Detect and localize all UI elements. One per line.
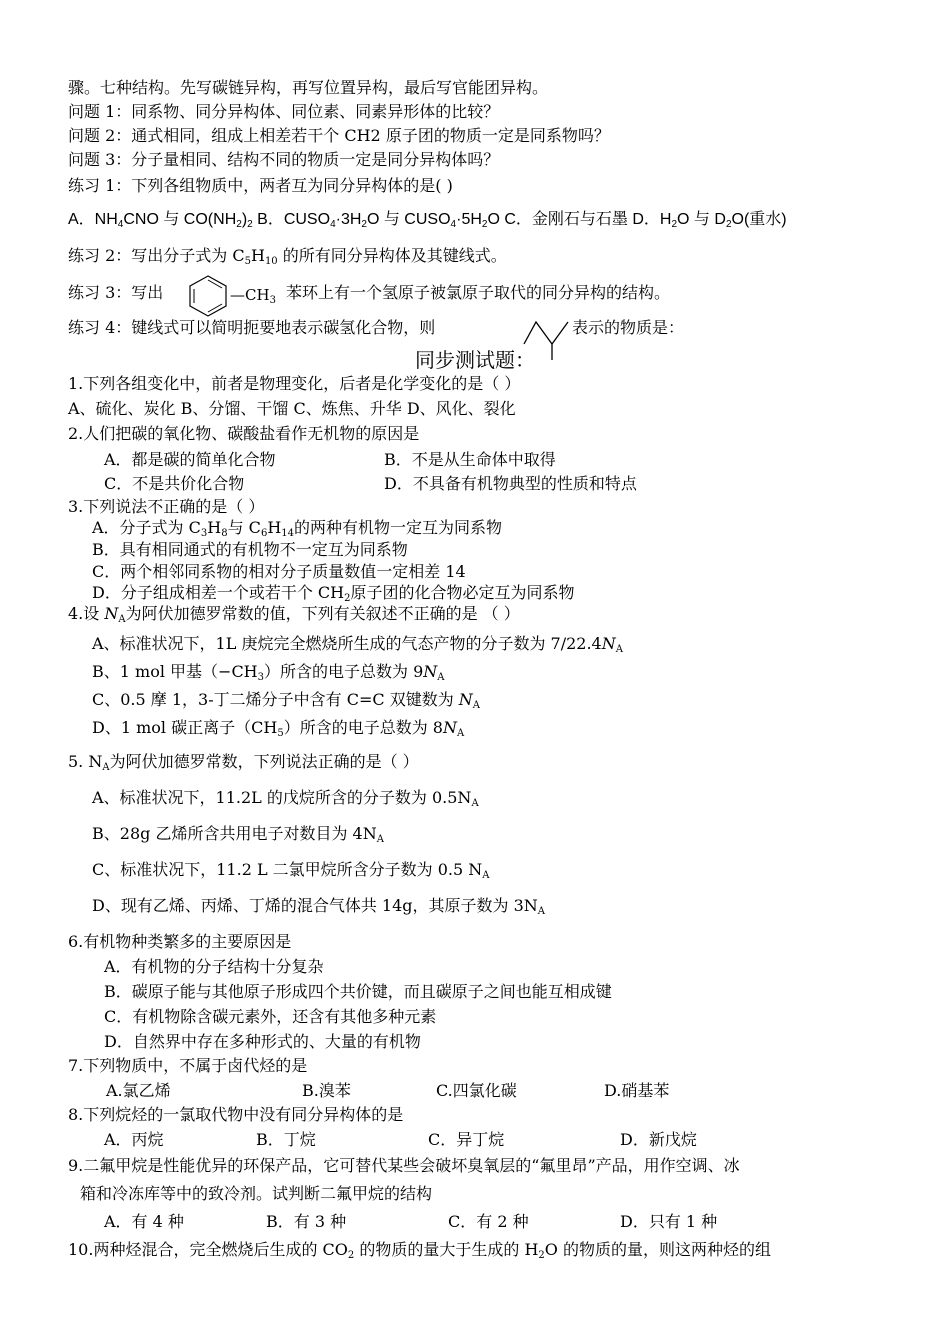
q7-option-d: D.硝基苯 (604, 1081, 670, 1100)
subscript: 8 (221, 528, 228, 539)
subscript: A (437, 672, 445, 683)
subscript: A (376, 834, 384, 845)
benzene-ring-icon (184, 273, 232, 317)
ex2-text: 的所有同分异构体及其键线式。 (277, 246, 507, 265)
q6-option-a: A．有机物的分子结构十分复杂 (104, 957, 324, 976)
q7-option-c: C.四氯化碳 (436, 1081, 517, 1100)
q3-text: A．分子式为 C (92, 518, 201, 537)
subscript: 5 (244, 256, 251, 267)
intro-line: 骤。七种结构。先写碳链异构，再写位置异构，最后写官能团异构。 (68, 78, 549, 97)
methyl-group-label (230, 285, 276, 311)
ex1-option-a: A．NH (68, 211, 118, 228)
q10-stem (68, 1240, 771, 1266)
q4-option-c (92, 690, 480, 716)
q3-text: 与 C (227, 518, 261, 537)
q7-option-b: B.溴苯 (302, 1081, 351, 1100)
q5-option-c (92, 860, 490, 886)
q10-text: O 的物质的量，则这两种烃的组 (544, 1240, 772, 1259)
section-title: 同步测试题： (415, 348, 535, 372)
ex1-text: O 与 CUSO (366, 211, 451, 228)
exercise-3-post: 苯环上有一个氢原子被氯原子取代的同分异构的结构。 (286, 283, 671, 302)
subscript: 3 (269, 295, 276, 306)
ex1-option-d: O 与 D (677, 211, 726, 228)
q5-option-b (92, 824, 384, 850)
q2-stem: 2.人们把碳的氧化物、碳酸盐看作无机物的原因是 (68, 424, 420, 443)
na-symbol: N (458, 690, 473, 709)
q3-stem: 3.下列说法不正确的是（ ） (68, 497, 265, 516)
q5-text: C、标准状况下，11.2 L 二氯甲烷所含分子数为 0.5 N (92, 860, 483, 879)
q5-text: B、28g 乙烯所含共用电子对数目为 4N (92, 824, 377, 843)
q5-option-d (92, 896, 545, 922)
q4-option-b (92, 662, 445, 688)
q9-stem-line-2: 箱和冷冻库等中的致冷剂。试判断二氟甲烷的结构 (80, 1184, 433, 1203)
subscript: 2 (725, 219, 732, 230)
q6-option-c: C．有机物除含碳元素外，还含有其他多种元素 (104, 1007, 437, 1026)
q4-text: C、0.5 摩 1，3-丁二烯分子中含有 C=C 双键数为 (92, 690, 459, 709)
q2-option-d: D．不具备有机物典型的性质和特点 (384, 474, 637, 493)
exercise-4-pre: 练习 4：键线式可以简明扼要地表示碳氢化合物，则 (68, 318, 436, 337)
q10-text: 10.两种烃混合，完全燃烧后生成的 CO (68, 1240, 348, 1259)
q6-option-b: B．碳原子能与其他原子形成四个共价键，而且碳原子之间也能互相成键 (104, 982, 612, 1001)
subscript: 2 (671, 219, 678, 230)
q9-option-a: A．有 4 种 (104, 1212, 184, 1231)
q8-option-b: B．丁烷 (256, 1130, 316, 1149)
q9-option-d: D．只有 1 种 (620, 1212, 718, 1231)
subscript: 4 (330, 219, 336, 230)
ex1-text: O(重水) (731, 211, 787, 228)
subscript: 10 (264, 256, 278, 267)
exercise-1-stem: 练习 1：下列各组物质中，两者互为同分异构体的是( ) (68, 176, 453, 195)
exercise-4-post: 表示的物质是： (572, 318, 685, 337)
subscript: 6 (260, 528, 268, 539)
subscript: A (537, 906, 546, 917)
q2-option-c: C．不是共价化合物 (104, 474, 245, 493)
q9-stem-line-1: 9.二氟甲烷是性能优异的环保产品，它可替代某些会破坏臭氧层的“氟里昂”产品，用作空调、冰 (68, 1156, 740, 1175)
subscript: A (615, 644, 623, 655)
ch3-text: —CH (230, 286, 270, 304)
ex1-text: ·3H (335, 211, 362, 228)
q2-option-b: B．不是从生命体中取得 (384, 450, 556, 469)
exercise-2 (68, 246, 507, 272)
q3-text: 原子团的化合物必定互为同系物 (350, 583, 575, 602)
exercise-1-options (68, 210, 787, 235)
q5-text: 5. N (68, 752, 103, 771)
q5-option-a (92, 788, 479, 814)
subscript: A (472, 700, 481, 711)
q4-text: 为阿伏加德罗常数的值，下列有关叙述不正确的是 （ ） (125, 604, 520, 623)
q4-text: D、1 mol 碳正离子（CH (92, 718, 278, 737)
q8-option-d: D．新戊烷 (620, 1130, 697, 1149)
q3-option-b: B．具有相同通式的有机物不一定互为同系物 (92, 540, 408, 559)
q8-option-c: C．异丁烷 (428, 1130, 505, 1149)
subscript: 3 (257, 672, 265, 683)
subscript: 2 (481, 219, 488, 230)
q10-text: 的物质的量大于生成的 H (354, 1240, 539, 1259)
q4-option-a (92, 634, 623, 660)
ex1-option-c: O C．金刚石与石墨 D．H (487, 211, 672, 228)
q1-options: A、硫化、炭化 B、分馏、干馏 C、炼焦、升华 D、风化、裂化 (68, 399, 516, 418)
subscript: 2 (538, 1250, 545, 1261)
q4-text: ）所含的电子总数为 9 (264, 662, 424, 681)
q3-text: H (207, 518, 222, 537)
subscript: A (102, 762, 110, 773)
ex2-text: H (250, 246, 265, 265)
subscript: 4 (117, 219, 124, 230)
q1-stem: 1.下列各组变化中，前者是物理变化，后者是化学变化的是（ ） (68, 374, 521, 393)
q5-text: D、现有乙烯、丙烯、丁烯的混合气体共 14g，其原子数为 3N (92, 896, 538, 915)
na-symbol: N (104, 604, 119, 623)
q6-option-d: D．自然界中存在多种形式的、大量的有机物 (104, 1032, 421, 1051)
q5-text: A、标准状况下，11.2L 的戊烷所含的分子数为 0.5N (92, 788, 472, 807)
q3-text: H (267, 518, 282, 537)
q4-text: ）所含的电子总数为 8 (283, 718, 443, 737)
subscript: 2 (361, 219, 367, 230)
ex1-option-b: B．CUSO (252, 211, 331, 228)
subscript: 3 (200, 528, 208, 539)
q7-stem: 7.下列物质中，不属于卤代烃的是 (68, 1056, 308, 1075)
na-symbol: N (601, 634, 616, 653)
subscript: A (482, 870, 490, 881)
na-symbol: N (442, 718, 457, 737)
q5-stem (68, 752, 419, 778)
q4-text: B、1 mol 甲基（−CH (92, 662, 258, 681)
subscript: A (456, 728, 465, 739)
q3-text: 的两种有机物一定互为同系物 (294, 518, 503, 537)
q9-option-c: C．有 2 种 (448, 1212, 529, 1231)
q4-option-d (92, 718, 464, 744)
q5-text: 为阿伏加德罗常数，下列说法正确的是（ ） (109, 752, 419, 771)
subscript: 14 (281, 528, 294, 539)
problem-2: 问题 2：通式相同，组成上相差若干个 CH2 原子团的物质一定是同系物吗？ (68, 126, 610, 145)
q7-option-a: A.氯乙烯 (106, 1081, 171, 1100)
q2-option-a: A．都是碳的简单化合物 (104, 450, 276, 469)
problem-3: 问题 3：分子量相同、结构不同的物质一定是同分异构体吗？ (68, 150, 500, 169)
subscript: 2 (247, 219, 253, 230)
ex1-text: ) (241, 211, 248, 228)
subscript: 2 (236, 219, 242, 230)
q9-option-b: B．有 3 种 (266, 1212, 347, 1231)
subscript: 2 (347, 1250, 355, 1261)
subscript: A (118, 614, 126, 625)
q4-stem (68, 604, 520, 630)
na-symbol: N (423, 662, 438, 681)
ex1-text: ·5H (456, 211, 482, 228)
subscript: 5 (277, 728, 284, 739)
q8-stem: 8.下列烷烃的一氯取代物中没有同分异构体的是 (68, 1105, 404, 1124)
problem-1: 问题 1：同系物、同分异构体、同位素、同素异形体的比较？ (68, 102, 500, 121)
subscript: 4 (450, 219, 457, 230)
q3-option-c: C．两个相邻同系物的相对分子质量数值一定相差 14 (92, 562, 466, 581)
q6-stem: 6.有机物种类繁多的主要原因是 (68, 932, 292, 951)
subscript: A (471, 798, 479, 809)
ex2-text: 练习 2：写出分子式为 C (68, 246, 245, 265)
ex1-text: CNO 与 CO(NH (123, 211, 237, 228)
exercise-3-pre: 练习 3：写出 (68, 283, 164, 302)
q3-text: D．分子组成相差一个或若干个 CH (92, 583, 345, 602)
q4-text: 4.设 (68, 604, 105, 623)
q4-text: A、标准状况下，1L 庚烷完全燃烧所生成的气态产物的分子数为 7/22.4 (92, 634, 602, 653)
q8-option-a: A．丙烷 (104, 1130, 164, 1149)
subscript: 2 (344, 593, 351, 604)
